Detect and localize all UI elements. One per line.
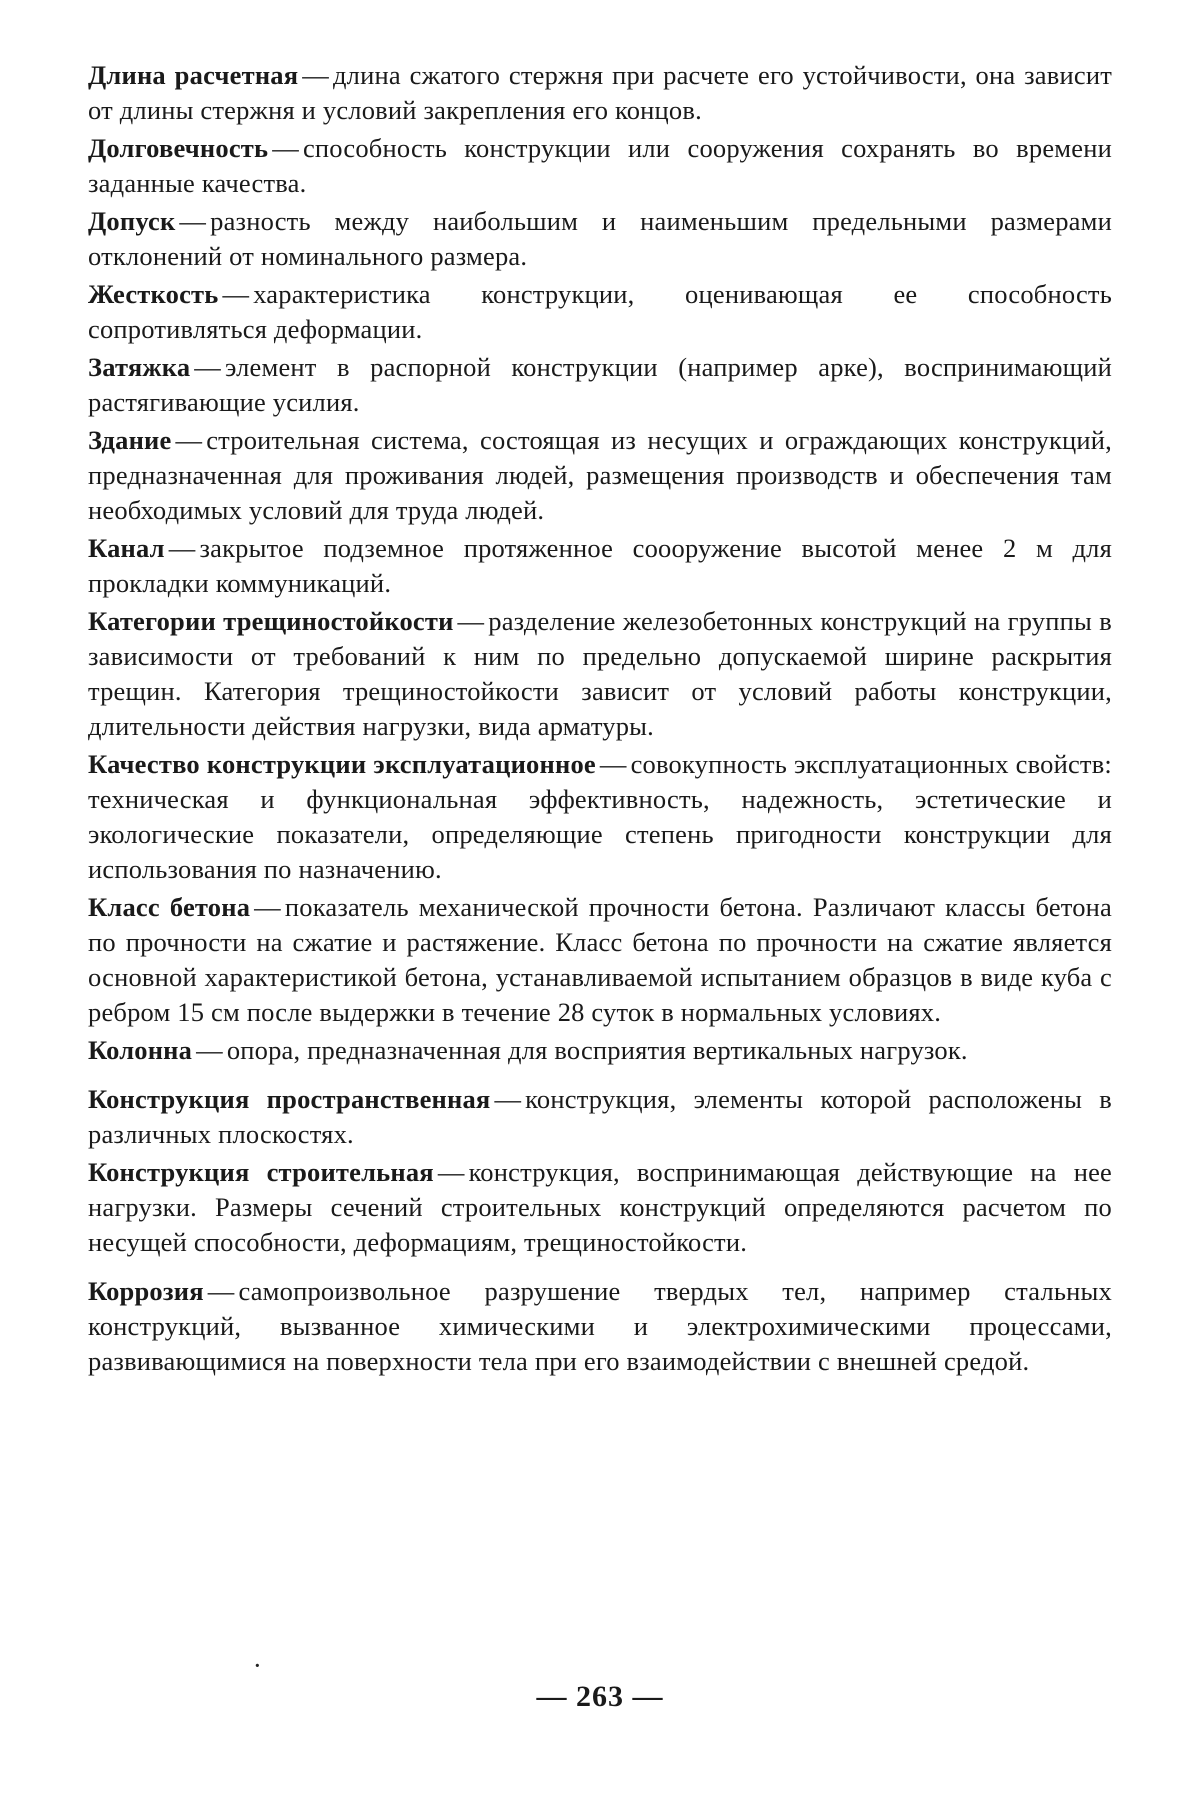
term-separator: — (222, 279, 250, 309)
term-separator: — (168, 533, 196, 563)
glossary-entry (88, 277, 1112, 347)
term-separator: — (272, 133, 299, 163)
glossary-term: Качество конструкции эксплуатационное (88, 749, 596, 779)
glossary-definition: совокупность эксплуатационных свойств: техническая и функциональная эффективность, надежность, эстетические и экологические показатели, определяющие степень пригодности конструкции для использования по назначению. (88, 749, 1112, 884)
glossary-entry (88, 1082, 1112, 1152)
glossary-definition: самопроизвольное разрушение твердых тел, например стальных конструкций, вызванное химическими и электрохимическими процессами, развивающимися на поверхности тела при его взаимодействии с внешней средой. (88, 1276, 1112, 1376)
glossary-definition: характеристика конструкции, оценивающая ее способность сопротивляться деформации. (88, 279, 1112, 344)
glossary-entry (88, 204, 1112, 274)
glossary-entry (88, 1274, 1112, 1379)
term-separator: — (494, 1084, 522, 1114)
glossary-term: Канал (88, 533, 165, 563)
glossary-definition: закрытое подземное протяженное соооружение высотой менее 2 м для прокладки коммуникаций. (88, 533, 1112, 598)
glossary-term: Класс бетона (88, 892, 251, 922)
term-separator: — (179, 206, 207, 236)
glossary-definition: показатель механической прочности бетона. Различают классы бетона по прочности на сжатие и растяжение. Класс бетона по прочности на сжатие является основной характеристикой бетона, устанавливаемой испытанием образцов в виде куба с ребром 15 см после выдержки в течение 28 суток в нормальных условиях. (88, 892, 1113, 1027)
glossary-definition: разделение железобетонных конструкций на группы в зависимости от требований к ним по предельно допускаемой ширине раскрытия трещин. Категория трещиностойкости зависит от условий работы конструкции, длительности действия нагрузки, вида арматуры. (88, 606, 1112, 741)
glossary-entry (88, 747, 1112, 887)
glossary-definition: разность между наибольшим и наименьшим предельными размерами отклонений от номинального размера. (88, 206, 1112, 271)
glossary-term: Долговечность (88, 133, 269, 163)
glossary-term: Длина расчетная (88, 60, 299, 90)
glossary-entry (88, 1033, 1112, 1068)
page-number: — 263 — (536, 1680, 664, 1713)
glossary-definition: элемент в распорной конструкции (например арке), воспринимающий растягивающие усилия. (88, 352, 1112, 417)
term-separator: — (457, 606, 485, 636)
glossary-term: Жесткость (88, 279, 219, 309)
glossary-definition: конструкция, воспринимающая действующие на нее нагрузки. Размеры сечений строительных конструкций определяются расчетом по несущей способности, деформациям, трещиностойкости. (88, 1157, 1112, 1257)
glossary-definition: длина сжатого стержня при расчете его устойчивости, она зависит от длины стержня и условий закрепления его концов. (88, 60, 1112, 125)
glossary-entry (88, 604, 1112, 744)
glossary-term: Коррозия (88, 1276, 204, 1306)
glossary-entry (88, 531, 1112, 601)
term-separator: — (437, 1157, 465, 1187)
glossary-entry (88, 131, 1112, 201)
term-separator: — (175, 425, 203, 455)
glossary-term: Допуск (88, 206, 176, 236)
glossary-term: Категории трещиностойкости (88, 606, 454, 636)
term-separator: — (254, 892, 281, 922)
glossary-page (88, 58, 1112, 1382)
term-separator: — (207, 1276, 235, 1306)
glossary-entry (88, 890, 1112, 1030)
glossary-term: Колонна (88, 1035, 193, 1065)
glossary-entry (88, 1155, 1112, 1260)
print-speck: · (254, 1655, 261, 1677)
glossary-term: Конструкция пространственная (88, 1084, 491, 1114)
glossary-definition: строительная система, состоящая из несущих и ограждающих конструкций, предназначенная для проживания людей, размещения производств и обеспечения там необходимых условий для труда людей. (88, 425, 1112, 525)
glossary-definition: опора, предназначенная для восприятия вертикальных нагрузок. (226, 1035, 968, 1065)
glossary-definition: конструкция, элементы которой расположены в различных плоскостях. (88, 1084, 1112, 1149)
glossary-entry (88, 423, 1112, 528)
glossary-definition: способность конструкции или сооружения сохранять во времени заданные качества. (88, 133, 1112, 198)
glossary-entry (88, 350, 1112, 420)
term-separator: — (302, 60, 329, 90)
glossary-term: Конструкция строительная (88, 1157, 434, 1187)
term-separator: — (196, 1035, 223, 1065)
glossary-term: Затяжка (88, 352, 191, 382)
glossary-entry (88, 58, 1112, 128)
term-separator: — (194, 352, 221, 382)
glossary-term: Здание (88, 425, 172, 455)
term-separator: — (599, 749, 627, 779)
